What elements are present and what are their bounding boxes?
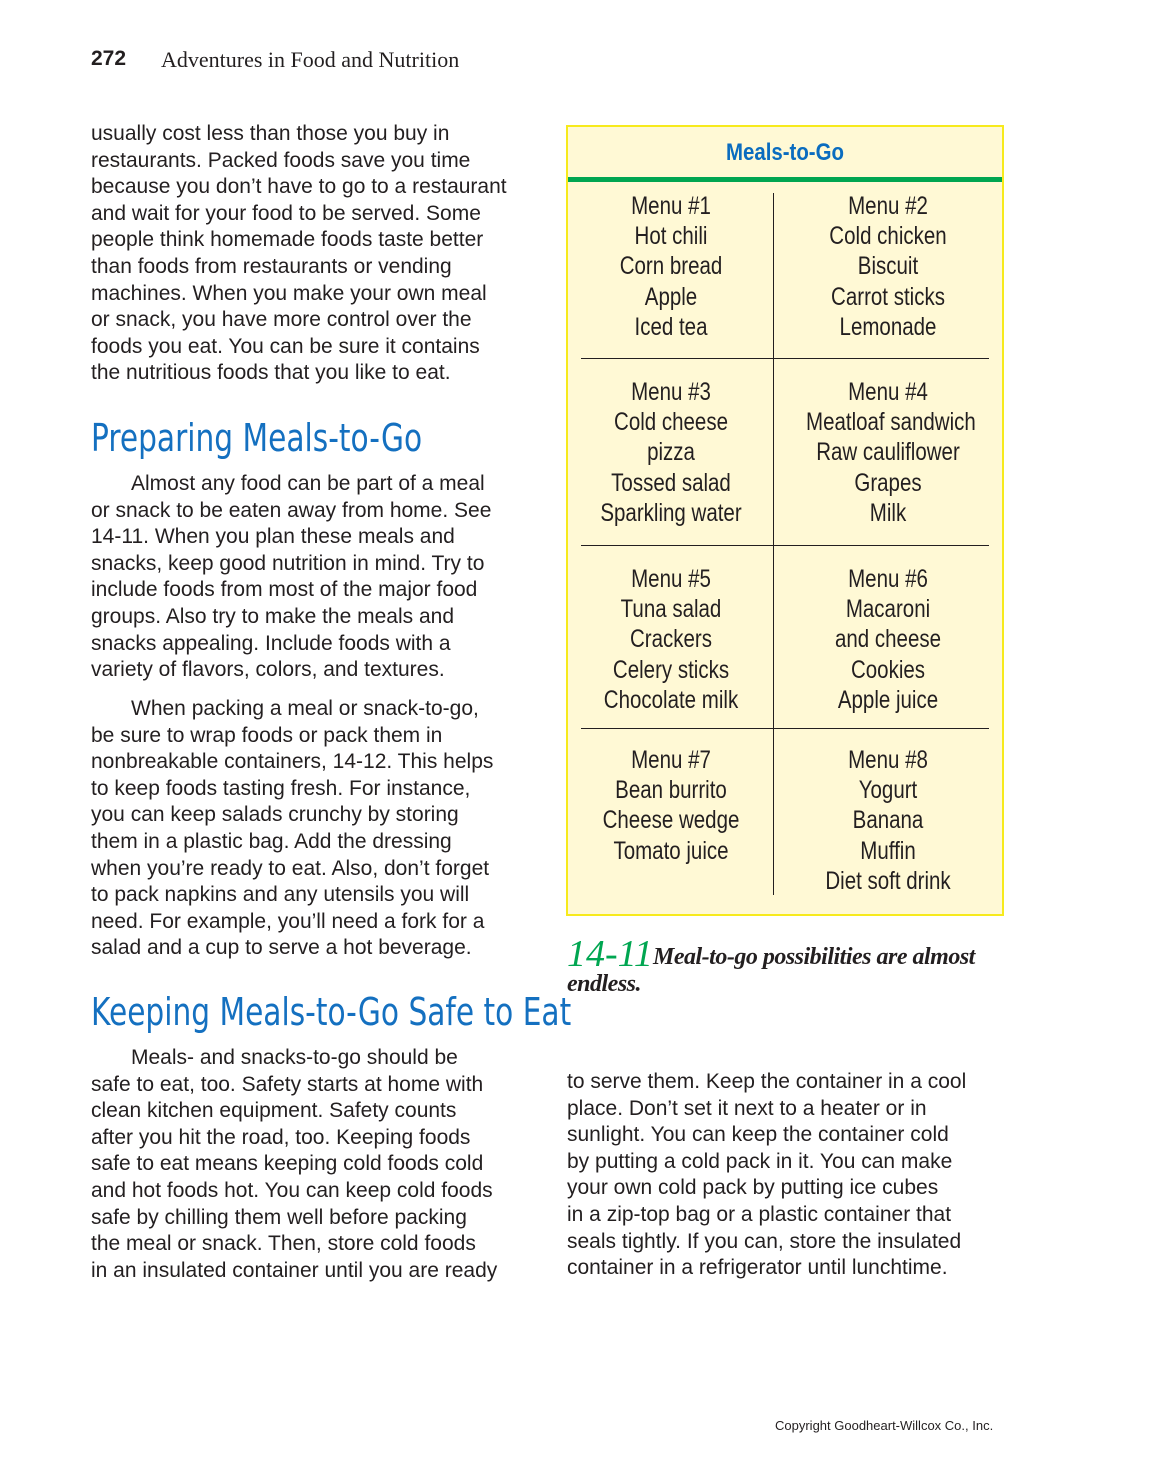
menu-label: Menu #4 [848,378,928,406]
text-line: need. For example, you’ll need a fork for a [91,909,485,933]
menu-cell-6 [788,564,988,715]
heading-keeping-safe: Keeping Meals-to-Go Safe to Eat [91,990,572,1034]
menu-item: pizza [647,438,695,467]
menu-label: Menu #7 [631,746,711,774]
text-line: your own cold pack by putting ice cubes [567,1176,939,1200]
menu-item: Macaroni [845,595,931,624]
text-line: safe to eat means keeping cold foods cold [91,1152,484,1176]
menu-cell-7 [571,745,771,866]
text-line: to serve them. Keep the container in a cool [567,1070,967,1093]
text-line: groups. Also try to make the meals and [91,604,455,628]
text-line: to keep foods tasting fresh. For instance, [91,776,471,800]
text-line: people think homemade foods taste better [91,228,484,252]
text-line: safe by chilling them well before packing [91,1205,467,1229]
text-line: when you’re ready to eat. Also, don’t forget [91,856,490,880]
menu-cell-1 [571,191,771,342]
paragraph-3 [91,1045,541,1284]
menu-item: Crackers [629,625,712,654]
copyright: Copyright Goodheart-Willcox Co., Inc. [775,1418,994,1433]
text-line: restaurants. Packed foods save you time [91,148,471,172]
menu-item: Lemonade [839,312,937,341]
text-line: to pack napkins and any utensils you will [91,883,470,907]
text-line: When packing a meal or snack-to-go, [131,697,479,720]
text-line: Meals- and snacks-to-go should be [131,1046,458,1069]
menu-label: Menu #2 [848,192,928,220]
text-line: sunlight. You can keep the container cold [567,1123,949,1147]
menu-item: Corn bread [619,252,723,281]
menu-item: Yogurt [858,776,918,805]
menu-item: Carrot sticks [831,282,945,311]
intro-paragraph [91,121,541,387]
menu-item: Tossed salad [611,468,731,497]
menu-item: Hot chili [634,222,708,251]
text-line: and wait for your food to be served. Some [91,201,481,225]
menu-label: Menu #3 [631,378,711,406]
menu-label: Menu #6 [848,565,928,593]
text-line: or snack, you have more control over the [91,308,472,332]
menu-item: Diet soft drink [825,866,951,895]
text-line: usually cost less than those you buy in [91,122,450,145]
text-line: snacks appealing. Include foods with a [91,631,451,655]
text-line: be sure to wrap foods or pack them in [91,723,443,747]
menu-item: Apple [644,282,698,311]
text-line: safe to eat, too. Safety starts at home with [91,1072,484,1096]
row-divider [581,358,989,359]
text-line: in an insulated container until you are ready [91,1258,498,1282]
menu-cell-2 [788,191,988,342]
text-line: in a zip-top bag or a plastic container that [567,1202,952,1226]
right-paragraph [567,1069,1017,1282]
text-line: nonbreakable containers, 14-12. This helps [91,750,494,774]
figure-title: Meals-to-Go [726,139,844,166]
text-line: or snack to be eaten away from home. See [91,498,492,522]
menu-cell-5 [571,564,771,715]
menu-item: Celery sticks [612,655,730,684]
menu-item: Grapes [854,468,922,497]
menu-item: Sparkling water [600,498,742,527]
text-line: the nutritious foods that you like to eat. [91,361,451,385]
text-line: after you hit the road, too. Keeping foods [91,1125,471,1149]
heading-preparing-meals: Preparing Meals-to-Go [91,416,423,460]
text-line: because you don’t have to go to a restaurant [91,175,507,199]
text-line: than foods from restaurants or vending [91,254,452,278]
menu-label: Menu #1 [631,192,711,220]
menu-item: Chocolate milk [603,685,739,714]
menu-cell-3 [571,377,771,528]
text-line: and hot foods hot. You can keep cold foods [91,1178,493,1202]
menu-cell-4 [788,377,988,528]
menu-item: Cold chicken [829,222,947,251]
menu-item: Iced tea [634,312,708,341]
text-line: container in a refrigerator until lunchtime. [567,1256,948,1280]
figure-number: 14-11 [567,933,653,975]
text-line: by putting a cold pack in it. You can make [567,1149,953,1173]
green-rule [568,177,1002,182]
text-line: seals tightly. If you can, store the insulated [567,1229,962,1253]
meals-to-go-figure [566,125,1004,916]
text-line: Almost any food can be part of a meal [131,472,485,495]
menu-item: Cold cheese [614,408,728,437]
row-divider [581,545,989,546]
text-line: you can keep salads crunchy by storing [91,803,459,827]
figure-caption: Meal-to-go possibilities are almost endless. [567,944,975,997]
text-line: salad and a cup to serve a hot beverage. [91,936,472,960]
menu-item: Milk [869,498,907,527]
menu-item: Raw cauliflower [816,438,960,467]
menu-item: Banana [852,806,924,835]
menu-label: Menu #8 [848,746,928,774]
menu-item: Bean burrito [615,776,727,805]
menu-item: Tuna salad [620,595,722,624]
page-number: 272 [91,47,127,70]
menu-label: Menu #5 [631,565,711,593]
paragraph-2 [91,696,541,962]
text-line: the meal or snack. Then, store cold foods [91,1232,476,1256]
text-line: place. Don’t set it next to a heater or in [567,1096,927,1120]
column-divider [773,193,774,895]
text-line: snacks, keep good nutrition in mind. Try to [91,551,485,575]
menu-item: Apple juice [837,685,939,714]
menu-item: Meatloaf sandwich [806,408,976,437]
text-line: machines. When you make your own meal [91,281,487,305]
text-line: them in a plastic bag. Add the dressing [91,829,452,853]
text-line: variety of flavors, colors, and textures. [91,658,445,682]
row-divider [581,728,989,729]
running-head: Adventures in Food and Nutrition [161,47,460,72]
menu-item: Muffin [860,836,916,865]
text-line: clean kitchen equipment. Safety counts [91,1099,457,1123]
text-line: include foods from most of the major food [91,578,478,602]
menu-item: and cheese [834,625,942,654]
menu-item: Cookies [850,655,926,684]
menu-cell-8 [788,745,988,896]
menu-item: Biscuit [857,252,919,281]
paragraph-1 [91,471,541,684]
text-line: 14-11. When you plan these meals and [91,525,455,549]
text-line: foods you eat. You can be sure it contains [91,334,480,358]
menu-item: Cheese wedge [602,806,740,835]
menu-item: Tomato juice [613,836,729,865]
